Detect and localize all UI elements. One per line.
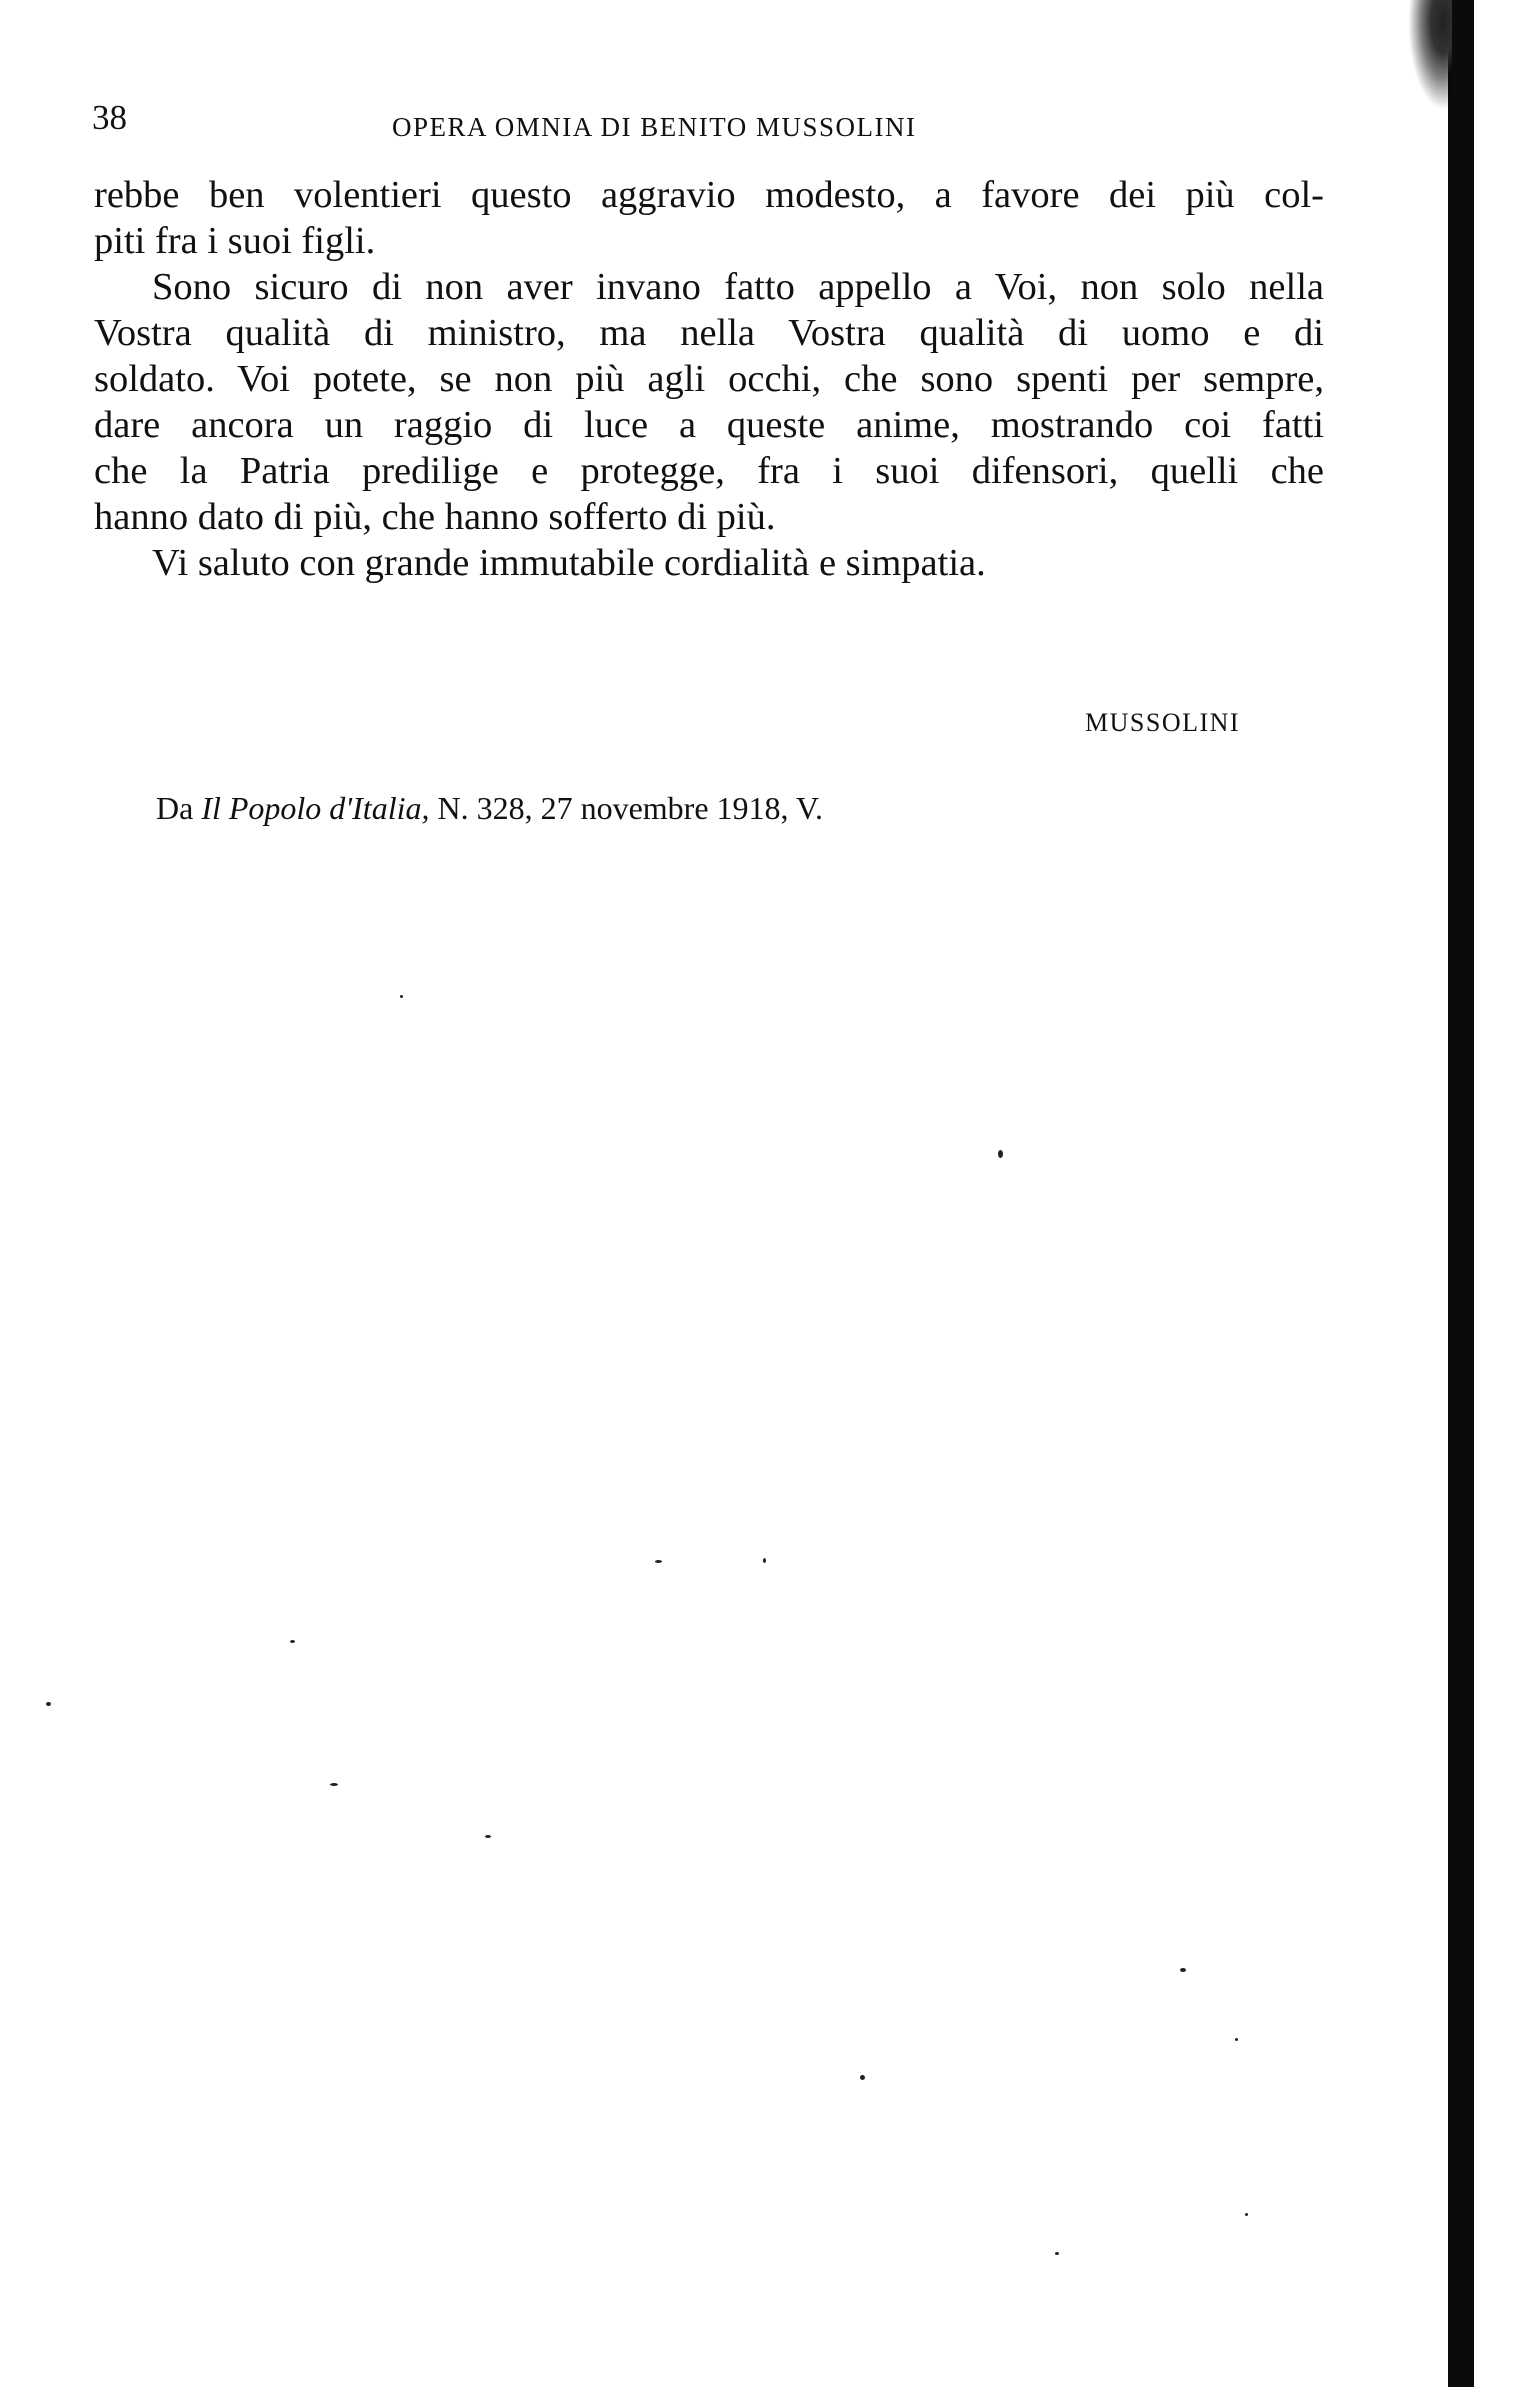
scan-speck [1055,2252,1059,2255]
scan-border-edge [1448,0,1474,2387]
body-line: piti fra i suoi figli. [94,220,376,262]
body-line: rebbe ben volentieri questo aggravio modesto, a favore dei più col- [94,174,1324,216]
scan-speck [400,995,403,998]
body-line: che la Patria predilige e protegge, fra i suoi difensori, quelli che [94,450,1324,492]
signature: MUSSOLINI [1085,708,1241,737]
closing-line: Vi saluto con grande immutabile cordialità e simpatia. [152,542,986,584]
source-citation [156,790,823,827]
scan-speck [998,1150,1003,1158]
running-title: OPERA OMNIA DI BENITO MUSSOLINI [392,112,917,142]
scan-speck [290,1640,295,1643]
scan-speck [485,1835,491,1838]
scan-speck [655,1560,662,1563]
scan-speck [330,1783,338,1786]
source-prefix: Da [156,790,202,826]
body-line: soldato. Voi potete, se non più agli occhi, che sono spenti per sempre, [94,358,1324,400]
scan-speck [1180,1968,1186,1972]
page-header [92,98,1027,148]
scan-speck [763,1558,766,1563]
source-journal: Il Popolo d'Italia, [201,790,430,826]
body-line: dare ancora un raggio di luce a queste anime, mostrando coi fatti [94,404,1324,446]
scan-speck [46,1702,51,1706]
scan-speck [1235,2038,1238,2041]
scan-speck [1245,2213,1248,2216]
letter-body [94,172,1324,586]
scan-border-smudge [1408,0,1452,110]
page-number: 38 [92,98,127,137]
body-line: Sono sicuro di non aver invano fatto appello a Voi, non solo nella [152,266,1324,308]
source-details: N. 328, 27 novembre 1918, V. [429,790,823,826]
body-line: hanno dato di più, che hanno sofferto di più. [94,496,776,538]
body-line: Vostra qualità di ministro, ma nella Vostra qualità di uomo e di [94,312,1324,354]
scan-speck [860,2075,865,2080]
